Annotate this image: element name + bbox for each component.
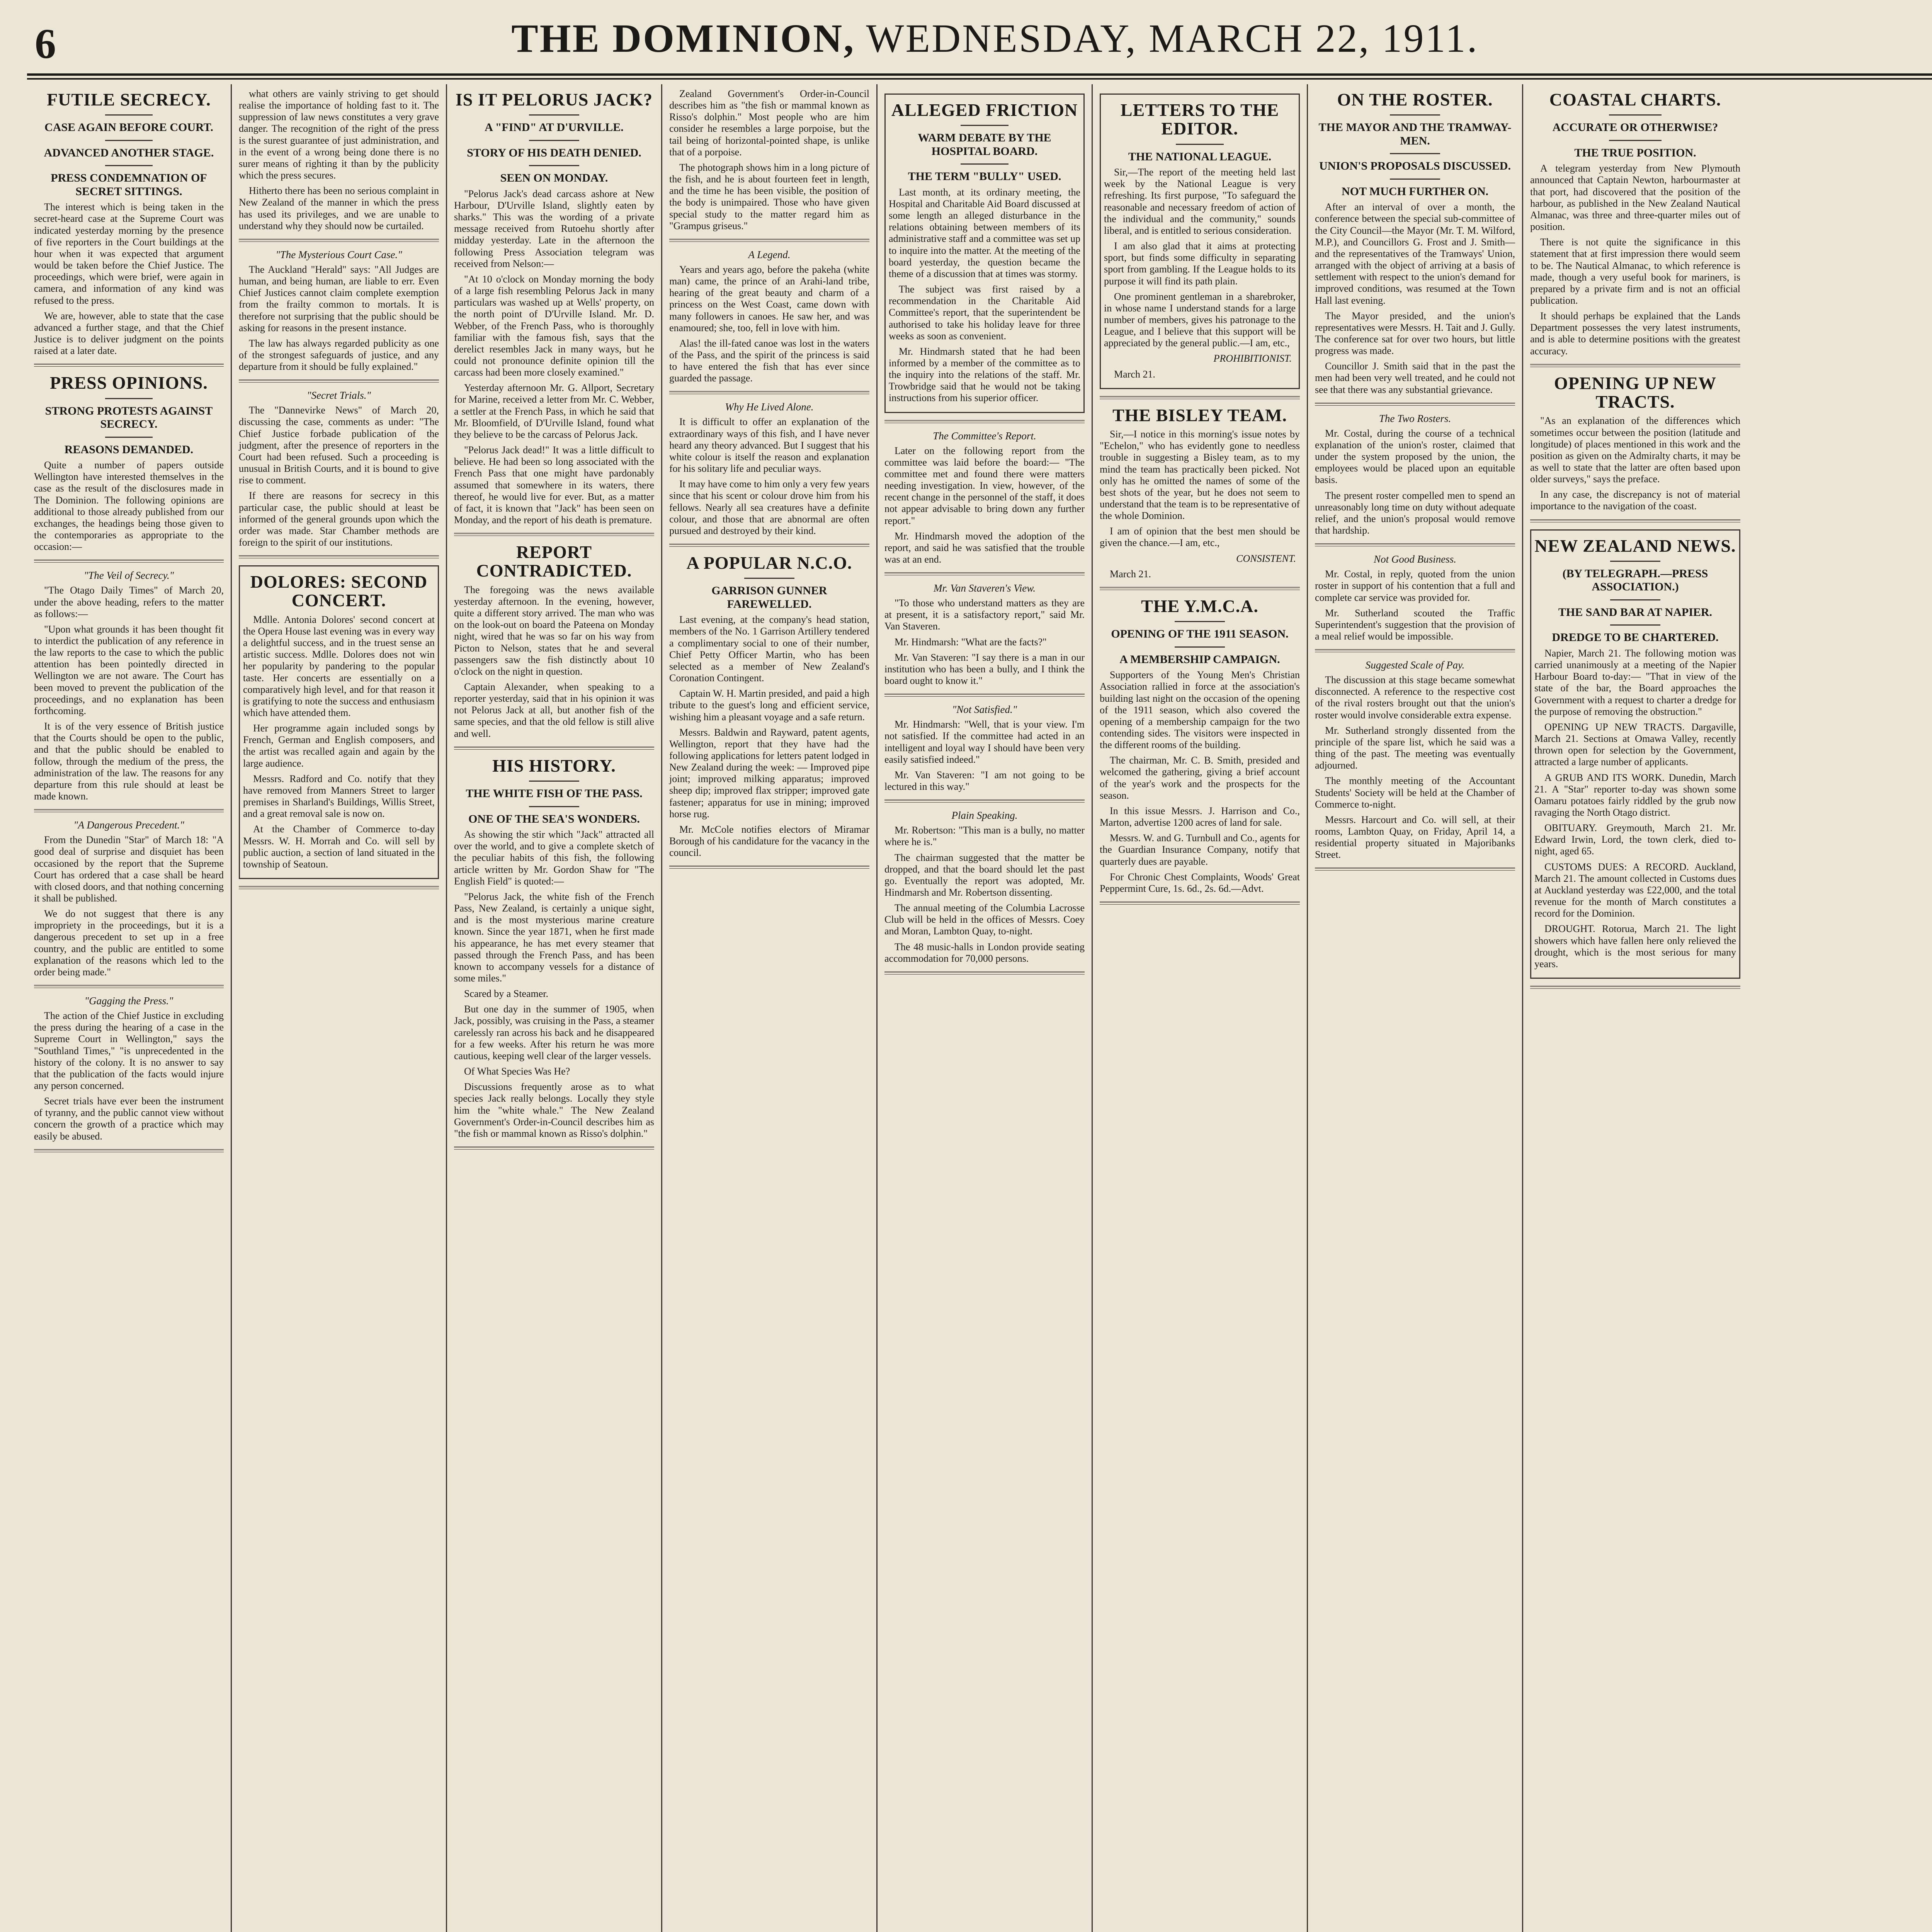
article-paragraph: Her programme again included songs by French, German and English composers, and the artist was recalled again and again by the large audience. <box>243 723 435 769</box>
article-paragraph: "Pelorus Jack's dead carcass ashore at New Harbour, D'Urville Island, slightly eaten by sharks." This was the wording of a private message received from Rutoehu shortly after midday yesterday. Late in the afternoon the following Press Association telegram was received from Nelson:— <box>454 188 654 269</box>
article-paragraph: Later on the following report from the committee was laid before the board:— "The committee met and found there were matters needing investigation. In view, however, of the recent change in the personnel of the staff, it does not appear advisable to bring down any further report." <box>884 445 1085 526</box>
article-divider <box>1530 986 1740 989</box>
article <box>1315 413 1515 536</box>
article-headline: The Committee's Report. <box>933 430 1036 442</box>
article <box>454 757 654 1139</box>
article-paragraph: The foregoing was the news available yesterday afternoon. In the evening, however, quite a different story arrived. The man who was on the look-out on board the Pateena on Monday night, wired that he was so far on his way from Picton to Nelson, states that he and several passengers saw the fish distinctly about 10 o'clock on the night in question. <box>454 584 654 677</box>
article-headline: Not Good Business. <box>1374 553 1456 565</box>
article-divider <box>454 747 654 750</box>
article-subhead: UNION'S PROPOSALS DISCUSSED. <box>1319 160 1511 173</box>
article <box>1315 659 1515 861</box>
article <box>669 554 869 859</box>
article-subhead: PRESS CONDEMNATION OF SECRET SITTINGS. <box>51 172 207 198</box>
separator <box>529 114 579 116</box>
article-divider <box>34 1149 224 1152</box>
article-paragraph: Mr. McCole notifies electors of Miramar Borough of his candidature for the vacancy in the council. <box>669 823 869 859</box>
separator <box>1610 561 1661 562</box>
article-paragraph: From the Dunedin "Star" of March 18: "A good deal of surprise and disquiet has been occasioned by the report that the Supreme Court has ordered that a case shall be heard with closed doors, and that nothing concerning it shall be published. <box>34 834 224 904</box>
article-paragraph: Captain W. H. Martin presided, and paid a high tribute to the guest's long and efficient service, wishing him a pleasant voyage and a safe return. <box>669 688 869 723</box>
article-paragraph: Mr. Hindmarsh: "Well, that is your view. I'm not satisfied. If the committee had acted in an intelligent and loyal way I should have been very easily satisfied indeed." <box>884 719 1085 765</box>
paper-name: THE DOMINION, <box>511 16 855 61</box>
article-headline: Plain Speaking. <box>951 810 1018 821</box>
article-headline: A POPULAR N.C.O. <box>686 553 852 573</box>
article <box>884 94 1085 413</box>
article-paragraph: Years and years ago, before the pakeha (white man) came, the prince of an Arahi-land tribe, hearing of the great beauty and charm of a princess on the West Coast, came down with many followers in canoes. He saw her, and was enamoured; she, too, fell in love with him. <box>669 264 869 333</box>
article-paragraph: The chairman, Mr. C. B. Smith, presided and welcomed the gathering, giving a brief account of the year's work and the prospects for the season. <box>1100 755 1300 801</box>
separator <box>744 578 794 579</box>
article-paragraph: Discussions frequently arose as to what species Jack really belongs. Locally they style him the "white whale." The New Zealand Government's Order-in-Council describes him as "the fish or mammal known as Risso's dolphin." <box>454 1081 654 1139</box>
article <box>34 819 224 978</box>
article-headline: The Two Rosters. <box>1379 412 1451 424</box>
article-divider <box>34 809 224 812</box>
article <box>884 582 1085 687</box>
article-paragraph: Mr. Sutherland scouted the Traffic Superintendent's suggestion that the provision of a meal relief would be impossible. <box>1315 607 1515 642</box>
article-paragraph: The law has always regarded publicity as one of the strongest safeguards of justice, and any departure from it should be fully explained." <box>239 337 439 372</box>
article-paragraph: We are, however, able to state that the case advanced a further stage, and that the Chief Justice is to deliver judgment on the points raised at a later date. <box>34 310 224 357</box>
article-paragraph: In any case, the discrepancy is not of material importance to the navigation of the coast. <box>1530 489 1740 512</box>
article <box>34 374 224 553</box>
article-paragraph: Zealand Government's Order-in-Council describes him as "the fish or mammal known as Risso's dolphin." Most people who are him consider he resembles a large porpoise, but the tail being of horizontal-pointed shape, is unlike that of a porpoise. <box>669 88 869 158</box>
article-subhead: NOT MUCH FURTHER ON. <box>1341 185 1489 198</box>
article-subhead: SEEN ON MONDAY. <box>500 172 608 185</box>
column-1 <box>27 84 232 1932</box>
article-paragraph: "The Otago Daily Times" of March 20, under the above heading, refers to the matter as follows:— <box>34 585 224 619</box>
separator <box>961 125 1009 126</box>
article-paragraph: Last month, at its ordinary meeting, the Hospital and Charitable Aid Board discussed at some length an alleged disturbance in the relations obtaining between members of its administrative staff and a committee was set up to inquire into the matter. At the meeting of the board yesterday, the question became the theme of a discussion that at times was stormy. <box>889 186 1080 279</box>
separator <box>1390 153 1440 154</box>
article-headline: REPORT CONTRADICTED. <box>476 542 632 581</box>
article-headline: "A Dangerous Precedent." <box>73 819 184 831</box>
article-paragraph: "Pelorus Jack, the white fish of the French Pass, New Zealand, is certainly a unique sight, and is the most mysterious marine creature known. Since the year 1871, when he first made his appearance, he has met every steamer that passed through the French Pass, and has been known to accompany vessels for a distance of some miles." <box>454 891 654 984</box>
article-subhead: THE WHITE FISH OF THE PASS. <box>466 787 643 800</box>
article-paragraph: There is not quite the significance in this statement that at first impression there would seem to be. The Nautical Almanac, to which reference is made, though a very useful book for mariners, is prepared by a private firm and is not an official publication. <box>1530 236 1740 306</box>
article-divider <box>1100 587 1300 590</box>
separator <box>105 140 153 141</box>
article-paragraph: We do not suggest that there is any impropriety in the proceedings, but it is a dangerous precedent to set up in a free country, and the public are entitled to some explanation of the reasons which led to the order being made." <box>34 908 224 978</box>
column-6 <box>1093 84 1308 1932</box>
article-paragraph: Mr. Robertson: "This man is a bully, no matter where he is." <box>884 825 1085 848</box>
separator <box>1390 179 1440 180</box>
article-paragraph: DROUGHT. Rotorua, March 21. The light showers which have fallen here only relieved the drought, which is the most serious for many years. <box>1534 923 1736 969</box>
article-paragraph: I am of opinion that the best men should be given the chance.—I am, etc., <box>1100 526 1300 549</box>
article-paragraph: The interest which is being taken in the secret-heard case at the Supreme Court was indicated yesterday morning by the presence of five reporters in the Court buildings at the hour when it was expected that argument would be taken before the Chief Justice. The proceedings, which were brief, were again in camera, and information of any kind was refused to the press. <box>34 201 224 306</box>
separator <box>961 163 1009 165</box>
article <box>1100 597 1300 895</box>
article-subhead: DREDGE TO BE CHARTERED. <box>1552 631 1719 644</box>
article-paragraph: At the Chamber of Commerce to-day Messrs. W. H. Morrah and Co. will sell by public auction, a section of land situated in the township of Seatoun. <box>243 823 435 870</box>
article-headline: IS IT PELORUS JACK? <box>455 90 653 109</box>
article-headline: HIS HISTORY. <box>492 755 616 776</box>
separator <box>1390 114 1440 116</box>
article-paragraph: It is difficult to offer an explanation of the extraordinary ways of this fish, and I have never heard any theory advanced. But I suggest that his white colour is itself the reason and explanation for his solitary life and peculiar ways. <box>669 416 869 474</box>
article-paragraph: The Mayor presided, and the union's representatives were Messrs. H. Tait and J. Gully. The conference sat for over two hours, but little progress was made. <box>1315 310 1515 357</box>
article-subhead: CASE AGAIN BEFORE COURT. <box>44 121 213 134</box>
article-headline: ALLEGED FRICTION <box>891 100 1078 120</box>
article-paragraph: Messrs. Radford and Co. notify that they have removed from Manners Street to larger premises in Sharland's Buildings, Willis Street, and a great removal sale is now on. <box>243 773 435 820</box>
article-paragraph: CUSTOMS DUES: A RECORD. Auckland, March 21. The amount collected in Customs dues at Auckland yesterday was £22,000, and the total revenue for the month of March constitutes a record for the Dominion. <box>1534 861 1736 919</box>
article-paragraph: "As an explanation of the differences which sometimes occur between the position (latitude and longitude) of places mentioned in this work and the position as given on the Admiralty charts, it may be as well to state that the latter are often based upon older surveys," says the preface. <box>1530 415 1740 485</box>
article-divider <box>884 420 1085 423</box>
article-subhead: STORY OF HIS DEATH DENIED. <box>467 146 641 159</box>
article-paragraph: The subject was first raised by a recommendation in the Charitable Aid Committee's report, that the superintendent be authorised to take his holiday leave for three weeks as soon as convenient. <box>889 284 1080 342</box>
article-headline: COASTAL CHARTS. <box>1549 90 1721 109</box>
article-paragraph: The annual meeting of the Columbia Lacrosse Club will be held in the offices of Messrs. Coey and Moran, Lambton Quay, to-night. <box>884 902 1085 937</box>
article-paragraph: Hitherto there has been no serious complaint in New Zealand of the manner in which the press has used its privileges, and we are unable to understand why they should now be curtailed. <box>239 185 439 231</box>
article-paragraph: One prominent gentleman in a sharebroker, in whose name I understand stands for a large number of members, gives his patronage to the League, and I believe that this support will be appreciated by the general public.—I am, etc., <box>1104 291 1296 349</box>
article-paragraph: If there are reasons for secrecy in this particular case, the public should at least be informed of the general grounds upon which the order was made. Star Chamber methods are foreign to the spirit of our institutions. <box>239 490 439 548</box>
article-paragraph: "At 10 o'clock on Monday morning the body of a large fish resembling Pelorus Jack in many particulars was washed up at Wells' property, on the north point of D'Urville Island. Mr. D. Webber, of the French Pass, who is thoroughly familiar with the famous fish, says that the derelict resembles Jack in many ways, but he could not pronounce definite opinion till the carcass had been more closely examined." <box>454 273 654 378</box>
article-subhead: THE NATIONAL LEAGUE. <box>1128 150 1272 163</box>
article-paragraph: PROHIBITIONIST. <box>1213 353 1292 364</box>
article-headline: PRESS OPINIONS. <box>50 373 208 393</box>
article-headline: "Gagging the Press." <box>84 995 173 1007</box>
article-subhead: OPENING OF THE 1911 SEASON. <box>1111 628 1289 641</box>
article-paragraph: In this issue Messrs. J. Harrison and Co., Marton, advertise 1200 acres of land for sale. <box>1100 805 1300 828</box>
article-paragraph: "Pelorus Jack dead!" It was a little difficult to believe. He had been so long associated with the French Pass that one might have pardonably assumed that somewhere in its waters, there thereof, he would live for ever. But, as a matter of fact, it is known that "Jack" has been seen on Monday, and the report of his death is premature. <box>454 444 654 526</box>
article-divider <box>454 1146 654 1150</box>
article <box>239 249 439 372</box>
article-paragraph: OBITUARY. Greymouth, March 21. Mr. Edward Irwin, Lord, the town clerk, died to-night, aged 65. <box>1534 822 1736 857</box>
article-paragraph: March 21. <box>1110 568 1151 580</box>
article <box>239 88 439 232</box>
article-headline: OPENING UP NEW TRACTS. <box>1554 373 1717 412</box>
article-subhead: ONE OF THE SEA'S WONDERS. <box>468 812 640 825</box>
article-paragraph: Mr. Hindmarsh moved the adoption of the report, and said he was satisfied that the trouble was at an end. <box>884 530 1085 565</box>
article-paragraph: Supporters of the Young Men's Christian Association rallied in force at the association's building last night on the occasion of the opening of the 1911 season, which also covered the opening of a membership campaign for the two contending sides. The visitors were inspected in the different rooms of the building. <box>1100 669 1300 751</box>
article-paragraph: It should perhaps be explained that the Lands Department possesses the very latest instruments, and is able to determine positions with the greatest accuracy. <box>1530 310 1740 357</box>
article-divider <box>34 560 224 563</box>
article-divider <box>669 239 869 242</box>
article <box>1315 90 1515 396</box>
article-headline: "The Mysterious Court Case." <box>276 248 402 260</box>
article-headline: THE BISLEY TEAM. <box>1112 405 1287 425</box>
article-headline: Mr. Van Staveren's View. <box>934 582 1036 594</box>
article-paragraph: The photograph shows him in a long picture of the fish, and he is about fourteen feet in length, and the time he has been visible, the position of the body is unimpaired. Those who have given special study to the matter regard him as "Grampus griseus." <box>669 162 869 231</box>
article-paragraph: A telegram yesterday from New Plymouth announced that Captain Newton, harbourmaster at that port, had discovered that the position of the harbour, as published in the New Zealand Nautical Almanac, was three and three-quarter miles out of position. <box>1530 163 1740 233</box>
article-paragraph: The 48 music-halls in London provide seating accommodation for 70,000 persons. <box>884 941 1085 964</box>
article <box>1530 90 1740 357</box>
article <box>884 704 1085 793</box>
article-headline: ON THE ROSTER. <box>1337 90 1493 109</box>
article-divider <box>239 555 439 558</box>
separator <box>529 781 579 782</box>
separator <box>105 398 153 399</box>
article-paragraph: Last evening, at the company's head station, members of the No. 1 Garrison Artillery tendered a complimentary social to one of their number, Chief Petty Officer Martin, who has been selected as a member of New Zealand's Coronation Contingent. <box>669 614 869 684</box>
article-paragraph: "Upon what grounds it has been thought fit to interdict the publication of any reference in the law reports to the case to which the public attention has been pointedly directed in Wellington we are not aware. The Court has been moved to prevent the publication of the proceedings, and no explanation has been forthcoming. <box>34 623 224 716</box>
article-paragraph: Alas! the ill-fated canoe was lost in the waters of the Pass, and the spirit of the princess is said to have entered the fish that has ever since guarded the passage. <box>669 337 869 384</box>
article-subhead: A MEMBERSHIP CAMPAIGN. <box>1119 653 1280 666</box>
article-subhead: (BY TELEGRAPH.—PRESS ASSOCIATION.) <box>1562 567 1708 594</box>
issue-date: WEDNESDAY, MARCH 22, 1911. <box>866 16 1479 61</box>
article <box>1530 529 1740 979</box>
article-paragraph: Mr. Costal, in reply, quoted from the union roster in support of his contention that a full and complete car service was provided for. <box>1315 568 1515 603</box>
separator <box>1175 621 1225 622</box>
separator <box>529 806 579 807</box>
article <box>669 88 869 232</box>
article-divider <box>1530 519 1740 522</box>
article <box>1100 406 1300 580</box>
separator <box>1176 144 1224 145</box>
article <box>34 995 224 1142</box>
article-divider <box>239 379 439 383</box>
article-paragraph: But one day in the summer of 1905, when Jack, possibly, was cruising in the Pass, a steamer carelessly ran across his back and he disappeared for a few weeks. After his return he was more cautious, keeping well clear of the larger vessels. <box>454 1003 654 1061</box>
article-paragraph: The Auckland "Herald" says: "All Judges are human, and being human, are liable to err. Even Chief Justices cannot claim complete exemption from the frailty common to mortals. It is therefore not surprising that the public should be asking for reasons in the present instance. <box>239 264 439 333</box>
article-subhead: GARRISON GUNNER FAREWELLED. <box>711 584 827 611</box>
article-subhead: ACCURATE OR OTHERWISE? <box>1552 121 1718 134</box>
article <box>669 249 869 384</box>
separator <box>529 165 579 166</box>
article-paragraph: Mr. Hindmarsh: "What are the facts?" <box>895 636 1047 648</box>
article-subhead: THE MAYOR AND THE TRAMWAY-MEN. <box>1318 121 1512 147</box>
column-8 <box>1523 84 1747 1932</box>
article-divider <box>1100 901 1300 905</box>
article-divider <box>884 799 1085 803</box>
article-divider <box>884 971 1085 975</box>
article <box>34 570 224 802</box>
article-paragraph: It is of the very essence of British justice that the Courts should be open to the public, and that the public should be enabled to follow, through the medium of the press, the administration of the law. The reasons for any departure from this rule should at least be made known. <box>34 721 224 802</box>
article-paragraph: Scared by a Steamer. <box>464 988 549 1000</box>
article-divider <box>239 239 439 242</box>
article <box>34 90 224 357</box>
article-divider <box>34 985 224 988</box>
column-7 <box>1308 84 1523 1932</box>
article-divider <box>884 694 1085 697</box>
article-paragraph: The discussion at this stage became somewhat disconnected. A reference to the respective cost of the rival rosters brought out that the union's roster would involve considerable extra expense. <box>1315 674 1515 721</box>
article-divider <box>34 364 224 367</box>
article-subhead: ADVANCED ANOTHER STAGE. <box>44 146 214 159</box>
columns <box>27 84 1932 1932</box>
separator <box>105 437 153 438</box>
article-headline: NEW ZEALAND NEWS. <box>1534 536 1736 556</box>
column-3 <box>447 84 662 1932</box>
article-paragraph: CONSISTENT. <box>1236 553 1296 564</box>
article-paragraph: The action of the Chief Justice in excluding the press during the hearing of a case in the Supreme Court in Wellington," says the "Southland Times," "is unprecedented in the history of the colony. It is no answer to say that the publication of the facts would injure any person concerned. <box>34 1010 224 1091</box>
article-headline: A Legend. <box>748 248 791 260</box>
article-divider <box>1100 396 1300 399</box>
article-headline: DOLORES: SECOND CONCERT. <box>250 572 428 611</box>
article-headline: Suggested Scale of Pay. <box>1365 659 1465 671</box>
article-paragraph: Sir,—I notice in this morning's issue notes by "Echelon," who has evidently gone to needless trouble in suggesting a Bisley team, as to my mind the team has practically been picked. Not only has he omitted the names of some of the best shots of the year, but he does not seem to understand that the team is to be representative of the whole Dominion. <box>1100 429 1300 522</box>
page-number: 6 <box>35 20 56 67</box>
separator <box>1609 114 1662 116</box>
article-paragraph: A GRUB AND ITS WORK. Dunedin, March 21. A "Star" reporter to-day was shown some Oamaru potatoes fairly riddled by the grub now ravaging the North Otago district. <box>1534 772 1736 818</box>
masthead-title <box>27 15 1932 61</box>
separator <box>1610 599 1661 600</box>
article <box>454 90 654 526</box>
article-subhead: THE TERM "BULLY" USED. <box>908 170 1061 183</box>
article <box>239 389 439 548</box>
article-paragraph: "To those who understand matters as they are at present, it is a satisfactory report," said Mr. Van Staveren. <box>884 597 1085 632</box>
article-paragraph: Napier, March 21. The following motion was carried unanimously at a meeting of the Napier Harbour Board to-day:— "That in view of the state of the bar, the Board approaches the Government with a request to charter a dredge for the purpose of removing the obstruction." <box>1534 647 1736 717</box>
article <box>1530 374 1740 512</box>
article-subhead: WARM DEBATE BY THE HOSPITAL BOARD. <box>918 131 1051 158</box>
article-subhead: REASONS DEMANDED. <box>64 443 194 456</box>
article-paragraph: Mr. Sutherland strongly dissented from the principle of the spare list, which he said was a thing of the past. The meeting was eventually adjourned. <box>1315 724 1515 771</box>
article-divider <box>669 391 869 394</box>
article-paragraph: Yesterday afternoon Mr. G. Allport, Secretary for Marine, received a letter from Mr. C. Webber, a settler at the French Pass, in which he said that Mr. Bloomfield, of D'Urville Island, found what they believe to be the carcass of Pelorus Jack. <box>454 382 654 440</box>
article-paragraph: Mr. Van Staveren: "I am not going to be lectured in this way." <box>884 769 1085 793</box>
article-paragraph: It may have come to him only a very few years since that his scent or colour drove him from his fellows. Nearly all sea creatures have a definite colour, and those that are abnormal are often pursued and destroyed by their kind. <box>669 478 869 536</box>
separator <box>105 114 153 116</box>
article-paragraph: Captain Alexander, when speaking to a reporter yesterday, said that in his opinion it was not Pelorus Jack at all, but another fish of the same species, and that the old fellow is still alive and well. <box>454 681 654 739</box>
article-headline: "Secret Trials." <box>307 389 371 401</box>
article-paragraph: OPENING UP NEW TRACTS. Dargaville, March 21. Sections at Omawa Valley, recently thrown open for selection by the Government, attracted a large number of applicants. <box>1534 721 1736 768</box>
column-2 <box>232 84 447 1932</box>
column-5 <box>878 84 1093 1932</box>
article-paragraph: The chairman suggested that the matter be dropped, and that the board should let the past go. Eventually the report was adopted, Mr. Hindmarsh and Mr. Robertson dissenting. <box>884 852 1085 898</box>
article-paragraph: The present roster compelled men to spend an unreasonably long time on duty without adequate relief, and the union's proposal would remove that hardship. <box>1315 490 1515 536</box>
article-paragraph: Quite a number of papers outside Wellington have interested themselves in the case as the result of the disclosures made in The Dominion. The following opinions are additional to those already published from our exchanges, the headings being those given to the contemporaries as appropriate to the occasion:— <box>34 459 224 553</box>
article <box>884 430 1085 566</box>
article-divider <box>884 572 1085 575</box>
article-divider <box>1315 649 1515 652</box>
article <box>669 401 869 537</box>
article-paragraph: Messrs. Baldwin and Rayward, patent agents, Wellington, report that they have had the following applications for letters patent lodged in New Zealand during the week: — Improved pipe joint; improved milking apparatus; improved sheep dip; improved flax stripper; improved gate fastener; apparatus for use in mining; improved horse rug. <box>669 726 869 820</box>
article-paragraph: I am also glad that it aims at protecting sport, but finds some difficulty in separating sport from gambling. If the League holds to its purpose it will find its path plain. <box>1104 240 1296 287</box>
article-headline: "Not Satisfied." <box>952 704 1017 716</box>
separator <box>1610 624 1661 626</box>
article-paragraph: March 21. <box>1114 368 1155 380</box>
article-divider <box>669 866 869 869</box>
separator <box>529 140 579 141</box>
masthead <box>27 15 1932 76</box>
article-paragraph: Mdlle. Antonia Dolores' second concert at the Opera House last evening was in every way a delightful success, and in the truest sense an artistic success. Mdlle. Dolores does not win her popularity by pandering to the popular taste. Her concerts are essentially on a comparatively high level, and for that reason it is gratifying to note the success and enthusiasm which have attended them. <box>243 614 435 718</box>
article <box>884 810 1085 964</box>
article-divider <box>669 544 869 547</box>
article-headline: FUTILE SECRECY. <box>47 90 211 109</box>
article-paragraph: Mr. Hindmarsh stated that he had been informed by a member of the committee as to the inquiry into the relations of the staff. Mr. Trowbridge said that he would not be taking instructions from his superior officer. <box>889 345 1080 404</box>
article-paragraph: Secret trials have ever been the instrument of tyranny, and the public cannot view without concern the growth of a practice which may easily be abused. <box>34 1095 224 1142</box>
article-divider <box>1315 867 1515 871</box>
article-paragraph: For Chronic Chest Complaints, Woods' Great Peppermint Cure, 1s. 6d., 2s. 6d.—Advt. <box>1100 871 1300 894</box>
article <box>1315 553 1515 642</box>
separator <box>105 165 153 166</box>
column-4 <box>662 84 878 1932</box>
article <box>454 543 654 740</box>
article-subhead: THE TRUE POSITION. <box>1574 146 1696 159</box>
article-headline: "The Veil of Secrecy." <box>83 570 174 582</box>
article <box>239 565 439 879</box>
article-subhead: A "FIND" AT D'URVILLE. <box>485 121 624 134</box>
masthead-rule <box>27 78 1932 80</box>
article-paragraph: Councillor J. Smith said that in the past the men had been very well treated, and he could not see that there was any substantial grievance. <box>1315 361 1515 395</box>
article-subhead: STRONG PROTESTS AGAINST SECRECY. <box>45 404 213 431</box>
article-paragraph: The "Dannevirke News" of March 20, discussing the case, comments as under: "The Chief Justice forbade publication of the judgment, after the presence of reporters in the Court had been refused. Such a proceeding is unusual in British Courts, and it is bound to give rise to comment. <box>239 405 439 486</box>
article-paragraph: The monthly meeting of the Accountant Students' Society will be held at the Chamber of Commerce to-night. <box>1315 775 1515 810</box>
article-paragraph: what others are vainly striving to get should realise the importance of holding fast to it. The suppression of law news constitutes a very grave danger. The recognition of the right of the press is the surest guarantee of just administration, and in the event of a wrong being done there is no surer means of righting it than by the publicity which the press secures. <box>239 88 439 181</box>
separator <box>1175 646 1225 648</box>
article-paragraph: Sir,—The report of the meeting held last week by the National League is very refreshing. Its first purpose, "To safeguard the reasonable and necessary freedom of action of the individual and the community," sounds liberal, and is entitled to serious consideration. <box>1104 167 1296 236</box>
separator <box>1609 140 1662 141</box>
article-paragraph: After an interval of over a month, the conference between the special sub-committee of the City Council—the Mayor (Mr. T. M. Wilford, M.P.), and Councillors G. Frost and J. Smith—and the representatives of the Tramways' Union, arranged with the object of arriving at a basis of settlement with respect to the union's demand for improved conditions, was resumed at the Town Hall last evening. <box>1315 201 1515 306</box>
article-paragraph: Messrs. Harcourt and Co. will sell, at their rooms, Lambton Quay, on Friday, April 14, a residential property situated in Majoribanks Street. <box>1315 814 1515 861</box>
article-divider <box>239 886 439 889</box>
article-headline: Why He Lived Alone. <box>725 401 814 413</box>
article-paragraph: As showing the stir which "Jack" attracted all over the world, and to give a complete sketch of the peculiar habits of this fish, the following article written by Mr. Gordon Shaw for "The English Field" is quoted:— <box>454 829 654 887</box>
article-divider <box>1315 543 1515 546</box>
article-headline: THE Y.M.C.A. <box>1141 596 1259 616</box>
article-paragraph: Mr. Costal, during the course of a technical explanation of the union's roster, claimed that under the system proposed by the union, the employees would be placed upon an equitable basis. <box>1315 427 1515 486</box>
article-divider <box>454 533 654 536</box>
article <box>1100 94 1300 389</box>
article-paragraph: Of What Species Was He? <box>464 1066 570 1077</box>
article-subhead: THE SAND BAR AT NAPIER. <box>1558 605 1713 619</box>
article-paragraph: Mr. Van Staveren: "I say there is a man in our institution who has been a bully, and I think the board ought to know it." <box>884 651 1085 687</box>
article-divider <box>1315 403 1515 406</box>
article-paragraph: Messrs. W. and G. Turnbull and Co., agents for the Guardian Insurance Company, notify that quarterly dues are payable. <box>1100 832 1300 867</box>
article-divider <box>1530 364 1740 367</box>
article-headline: LETTERS TO THE EDITOR. <box>1120 100 1279 139</box>
